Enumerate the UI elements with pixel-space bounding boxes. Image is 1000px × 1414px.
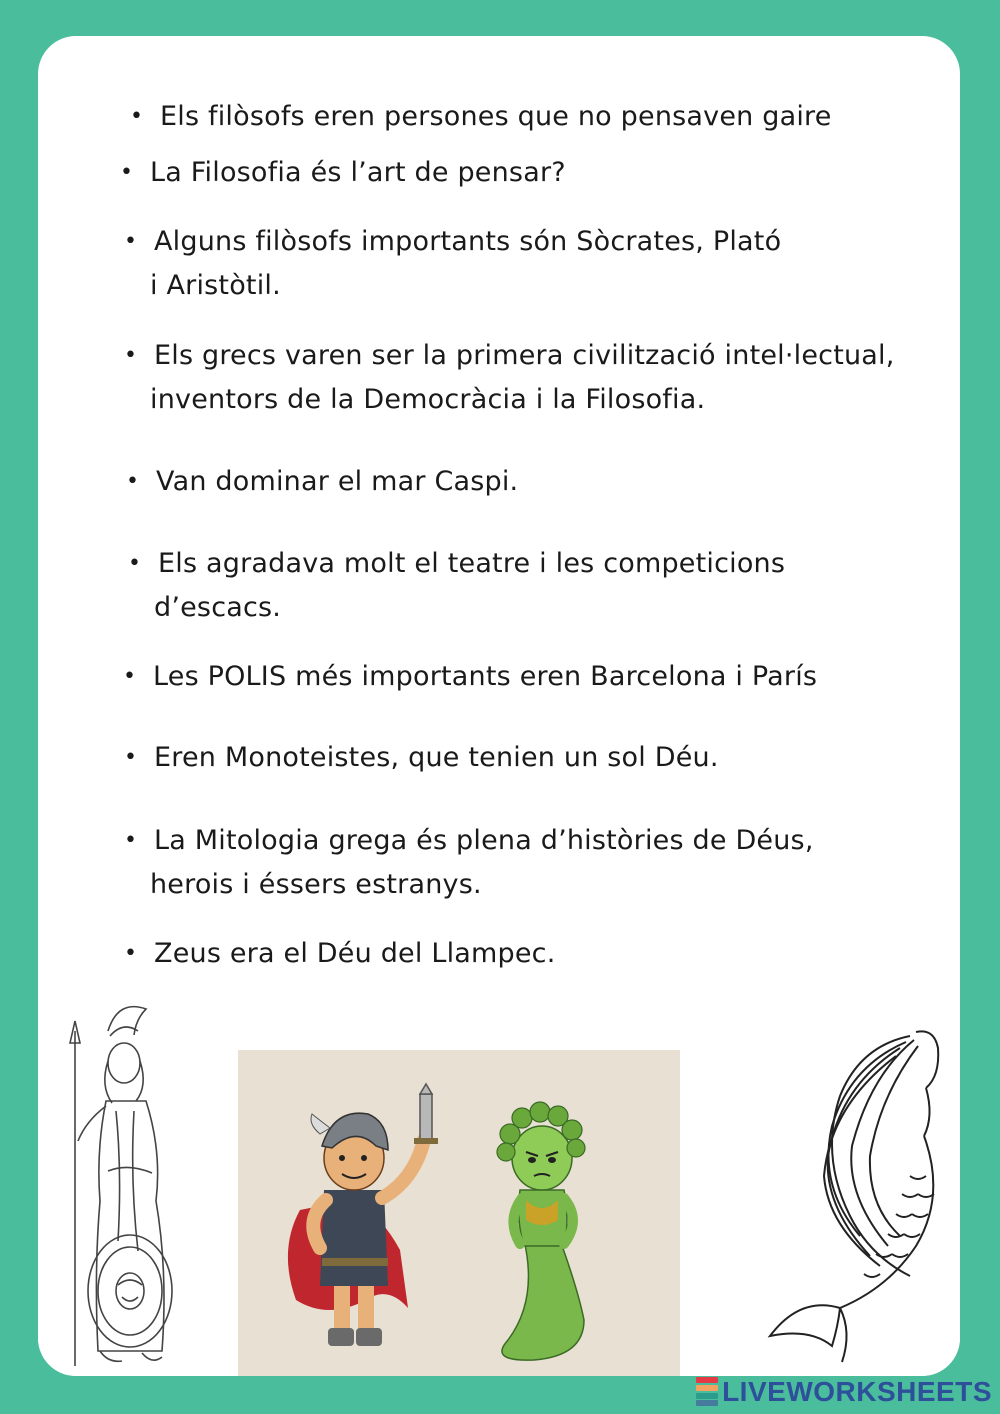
statement-4[interactable] [124,334,895,422]
statement-6[interactable] [128,542,786,630]
statement-text: La Filosofia és l’art de pensar? [150,157,566,188]
bullet-icon: • [120,160,134,185]
statement-text-continued: inventors de la Democràcia i la Filosofia. [150,384,706,415]
statement-text: Els agradava molt el teatre i les competicions [158,548,786,579]
bullet-icon: • [126,469,140,494]
bullet-icon: • [130,104,144,129]
statement-text: La Mitologia grega és plena d’històries de Déus, [154,825,814,856]
statement-3[interactable] [124,220,782,308]
liveworksheets-logo[interactable] [696,1376,992,1408]
liveworksheets-logo-text: LIVEWORKSHEETS [722,1376,992,1407]
statement-text-continued: i Aristòtil. [150,270,281,301]
bullet-icon: • [124,229,138,254]
mermaid-drawing-icon [720,936,960,1376]
liveworksheets-logo-icon [696,1377,718,1407]
statement-text-continued: herois i éssers estranys. [150,869,482,900]
statement-text: Alguns filòsofs importants són Sòcrates, Plató [154,226,782,257]
statement-text: Van dominar el mar Caspi. [156,466,519,497]
statement-text: Els filòsofs eren persones que no pensaven gaire [160,101,832,132]
perseus-medusa-illustration [238,1050,680,1376]
bullet-icon: • [123,664,137,689]
statement-9[interactable] [124,819,814,907]
bullet-icon: • [124,941,138,966]
athena-illustration [38,991,208,1376]
statement-2[interactable] [120,151,566,195]
heroes-cartoon-icon [238,1050,680,1376]
mermaid-illustration [720,936,960,1376]
statement-10[interactable] [124,932,556,976]
statement-1[interactable] [130,95,832,139]
statement-7[interactable] [123,655,818,699]
statement-8[interactable] [124,736,719,780]
bullet-icon: • [124,343,138,368]
bullet-icon: • [124,828,138,853]
bullet-icon: • [124,745,138,770]
statement-text: Eren Monoteistes, que tenien un sol Déu. [154,742,719,773]
statement-text: Les POLIS més importants eren Barcelona i París [153,661,818,692]
statement-5[interactable] [126,460,519,504]
statement-text-continued: d’escacs. [154,592,282,623]
athena-drawing-icon [38,991,208,1376]
worksheet-card [38,36,960,1376]
statement-text: Zeus era el Déu del Llampec. [154,938,556,969]
statement-text: Els grecs varen ser la primera civilització intel·lectual, [154,340,895,371]
bullet-icon: • [128,551,142,576]
